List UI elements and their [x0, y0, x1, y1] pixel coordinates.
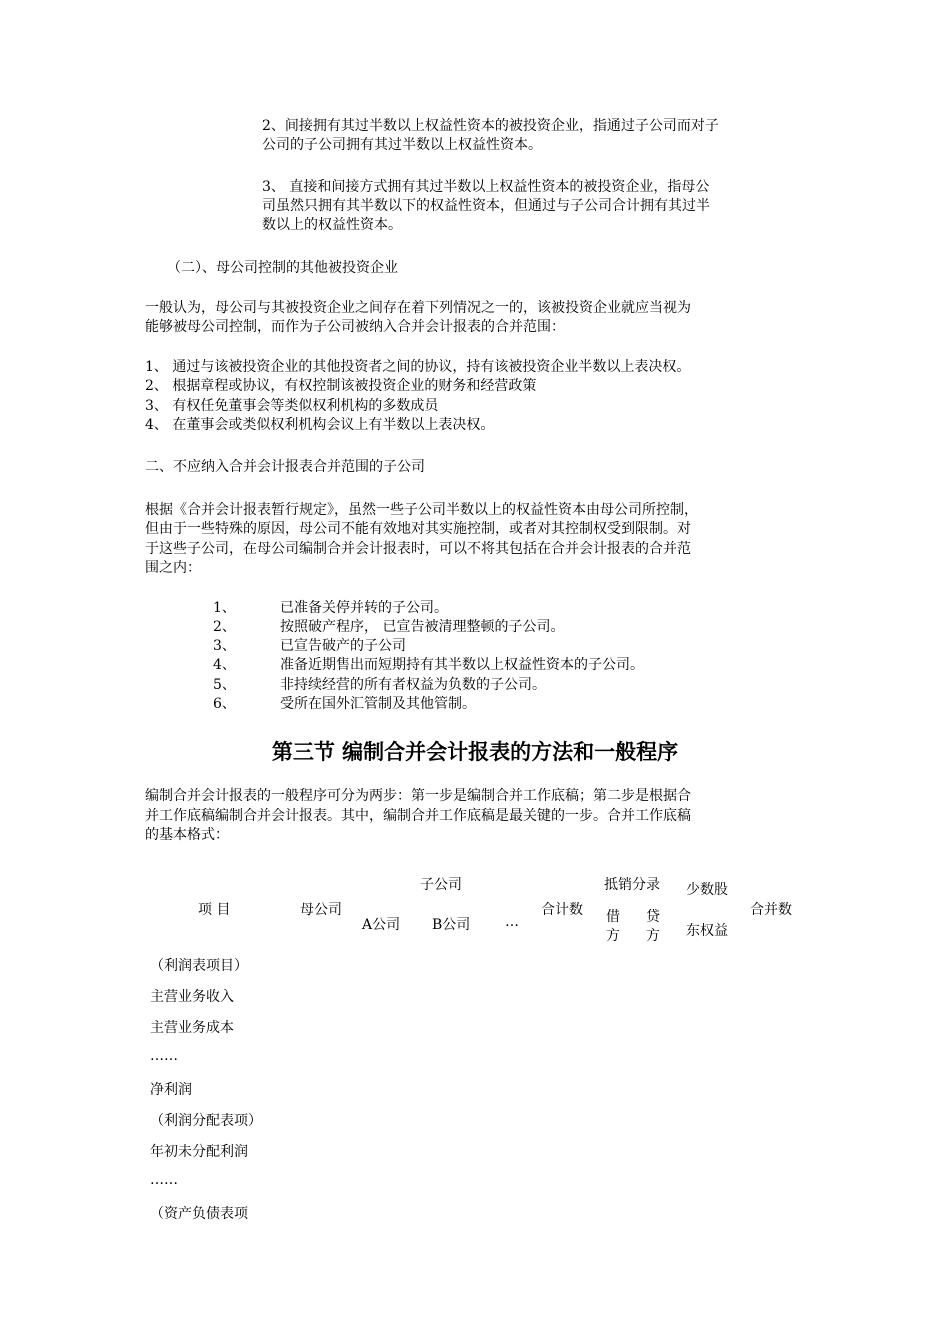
intro-line: 编制合并会计报表的一般程序可分为两步：第一步是编制合并工作底稿；第二步是根据合 [145, 788, 691, 804]
section-heading-other-controlled: （二）、母公司控制的其他被投资企业 [167, 260, 398, 276]
intro-line: 但由于一些特殊的原因，母公司不能有效地对其实施控制，或者对其控制权受到限制。对 [145, 521, 691, 537]
header-minority: 东权益 [686, 923, 728, 939]
list-number: 1、 [213, 600, 236, 616]
list-item: 4、 在董事会或类似权利机构会议上有半数以上表决权。 [145, 417, 495, 433]
header-consolidated: 合并数 [750, 902, 792, 918]
section-title: 第三节 编制合并会计报表的方法和一般程序 [271, 740, 679, 764]
header-item: 项 目 [198, 902, 231, 918]
list-item: 按照破产程序， 已宣告被清理整顿的子公司。 [280, 619, 565, 635]
item3-line2: 司虽然只拥有其半数以下的权益性资本，但通过与子公司合计拥有其过半 [262, 198, 710, 214]
header-credit: 贷 [646, 909, 660, 925]
intro-line: 一般认为，母公司与其被投资企业之间存在着下列情况之一的，该被投资企业就应当视为 [145, 300, 691, 316]
table-row: …… [150, 1172, 178, 1188]
header-total: 合计数 [541, 902, 583, 918]
list-number: 4、 [213, 657, 236, 673]
intro-line: 根据《合并会计报表暂行规定》，虽然一些子公司半数以上的权益性资本由母公司所控制， [145, 502, 698, 518]
table-row: 净利润 [150, 1082, 192, 1098]
table-row: 年初未分配利润 [150, 1144, 248, 1160]
header-sub-b: B公司 [432, 917, 471, 933]
table-row: （利润分配表项） [150, 1113, 262, 1129]
list-item: 已准备关停并转的子公司。 [280, 600, 448, 616]
item2-line2: 公司的子公司拥有其过半数以上权益性资本。 [262, 137, 542, 153]
intro-line: 围之内： [145, 560, 201, 576]
header-debit: 方 [606, 928, 620, 944]
header-elimination: 抵销分录 [604, 877, 660, 893]
list-number: 2、 [213, 619, 236, 635]
item2-line1: 2、间接拥有其过半数以上权益性资本的被投资企业，指通过子公司而对子 [262, 118, 719, 134]
list-item: 3、 有权任免董事会等类似权利机构的多数成员 [145, 398, 439, 414]
list-item: 已宣告破产的子公司 [280, 638, 406, 654]
list-number: 3、 [213, 638, 236, 654]
header-credit: 方 [646, 928, 660, 944]
table-row: 主营业务收入 [150, 989, 234, 1005]
table-row: （资产负债表项 [150, 1206, 248, 1222]
intro-line: 于这些子公司，在母公司编制合并会计报表时，可以不将其包括在合并会计报表的合并范 [145, 541, 691, 557]
list-item: 受所在国外汇管制及其他管制。 [280, 696, 476, 712]
intro-line: 能够被母公司控制，而作为子公司被纳入合并会计报表的合并范围： [145, 319, 565, 335]
intro-line: 的基本格式： [145, 827, 229, 843]
list-item: 准备近期售出而短期持有其半数以上权益性资本的子公司。 [280, 657, 644, 673]
list-item: 非持续经营的所有者权益为负数的子公司。 [280, 677, 546, 693]
header-sub-a: A公司 [362, 917, 401, 933]
list-item: 1、 通过与该被投资企业的其他投资者之间的协议，持有该被投资企业半数以上表决权。 [145, 359, 691, 375]
table-row: （利润表项目） [150, 958, 248, 974]
header-ellipsis: … [505, 914, 519, 930]
header-debit: 借 [606, 909, 620, 925]
section-heading-excluded: 二、不应纳入合并会计报表合并范围的子公司 [145, 459, 425, 475]
list-item: 2、 根据章程或协议，有权控制该被投资企业的财务和经营政策 [145, 378, 537, 394]
table-row: 主营业务成本 [150, 1020, 234, 1036]
header-parent: 母公司 [300, 902, 342, 918]
item3-line3: 数以上的权益性资本。 [262, 217, 402, 233]
table-row: …… [150, 1048, 178, 1064]
header-minority: 少数股 [686, 882, 728, 898]
intro-line: 并工作底稿编制合并会计报表。其中，编制合并工作底稿是最关键的一步。合并工作底稿 [145, 808, 691, 824]
list-number: 6、 [213, 696, 236, 712]
list-number: 5、 [213, 677, 236, 693]
header-subsidiary: 子公司 [420, 877, 462, 893]
item3-line1: 3、 直接和间接方式拥有其过半数以上权益性资本的被投资企业，指母公 [262, 179, 710, 195]
